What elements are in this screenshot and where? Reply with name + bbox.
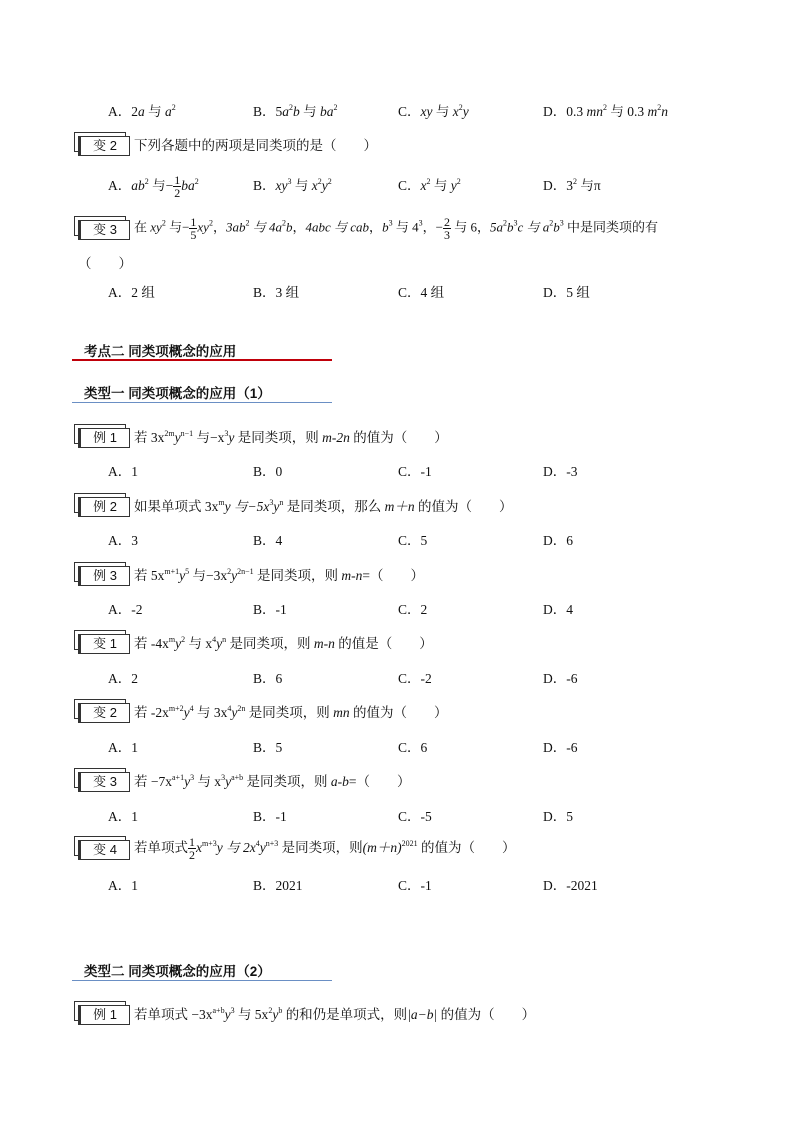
question-stem-continued: （ ） <box>78 256 132 271</box>
option-d: D．-2021 <box>543 878 598 893</box>
q0-option-d: D．0.3 $mn^2$ 与 0.3 $m^2n$ <box>543 103 668 119</box>
question-stem: 若 $5x^{m+1}y^5$ 与$-3x^2y^{2n-1}$ 是同类项，则 m-n=（ ） <box>134 567 424 583</box>
option-a: A．1 <box>108 740 138 755</box>
bian3-question-cont <box>0 250 793 272</box>
question-tag: 变 3 <box>74 216 128 240</box>
question-stem: 若 $-7x^{a+1}y^3$ 与 $x^3y^{a+b}$ 是同类项，则 a-b=（ ） <box>134 773 411 789</box>
option-d: D．4 <box>543 602 573 617</box>
q0-options <box>0 98 793 120</box>
option-c: C．-5 <box>398 809 432 824</box>
section-heading: 考点二 同类项概念的应用 <box>84 344 237 359</box>
li1-question <box>0 424 793 446</box>
option-b: B．6 <box>253 671 283 686</box>
li1-options <box>0 458 793 480</box>
option-b: B．4 <box>253 533 283 548</box>
option-c: C．6 <box>398 740 428 755</box>
question-stem: 若单项式 $-3x^{a+b}y^3$ 与 $5x^2y^b$ 的和仍是单项式，则|a−b| 的值为（ ） <box>134 1006 536 1022</box>
bian1b-question <box>0 630 793 652</box>
question-tag: 例 3 <box>74 562 128 586</box>
option-c: C．-1 <box>398 878 432 893</box>
option-c: C．4 组 <box>398 285 445 300</box>
subsection-rule <box>72 980 332 981</box>
question-tag: 变 2 <box>74 132 128 156</box>
option-d: D．5 <box>543 809 573 824</box>
option-d: D．-6 <box>543 671 578 686</box>
option-b: B．5 <box>253 740 283 755</box>
option-b: B．2021 <box>253 878 303 893</box>
question-stem: 若 $-2x^{m+2}y^4$ 与 $3x^4y^{2n}$ 是同类项，则 mn 的值为（ ） <box>134 704 448 720</box>
question-tag: 变 1 <box>74 630 128 654</box>
option-b: B．3 组 <box>253 285 300 300</box>
li3-question <box>0 562 793 584</box>
question-tag: 例 2 <box>74 493 128 517</box>
li1c-question <box>0 1001 793 1023</box>
option-a: A．1 <box>108 878 138 893</box>
question-stem: 若 $3x^{2m}y^{n-1}$ 与$-x^3y$ 是同类项，则 m-2n 的值为（ ） <box>134 429 448 445</box>
bian2-option-b: B．$xy^3$ 与 $x^2y^2$ <box>253 177 332 193</box>
option-d: D．6 <box>543 533 573 548</box>
bian3-question <box>0 215 793 242</box>
q0-option-c: C．xy 与 $x^2y$ <box>398 103 469 119</box>
question-stem: 若单项式 $\frac{1}{2}$ $x^{m+3}y$ 与 $2x^4y^{n+3}$ 是同类项，则$(m+n)^{2021}$ 的值为（ ） <box>134 835 516 863</box>
question-stem: 在 $xy^2$ 与− $\frac{1}{5}$ $xy^2$，$3ab^2$ 与 $4a^2b$，4abc 与 cab，$b^3$ 与 $4^3$，− $\frac{2}{3}$ 与 6，$5a^2b^3c$ 与 $a^2b^3$ 中是同类项的有 <box>134 215 659 242</box>
option-d: D．-6 <box>543 740 578 755</box>
q0-option-a: A．2a 与 $a^2$ <box>108 103 176 119</box>
bian2b-options <box>0 734 793 756</box>
li2-options <box>0 527 793 549</box>
bian3b-question <box>0 768 793 790</box>
option-c: C．2 <box>398 602 428 617</box>
li2-question <box>0 493 793 515</box>
question-tag: 变 2 <box>74 699 128 723</box>
bian1b-options <box>0 665 793 687</box>
option-c: C．5 <box>398 533 428 548</box>
option-b: B．-1 <box>253 809 287 824</box>
question-stem: 若 $-4x^my^2$ 与 $x^4y^n$ 是同类项，则 m-n 的值是（ ） <box>134 635 433 651</box>
option-a: A．1 <box>108 464 138 479</box>
subsection-heading: 类型一 同类项概念的应用（1） <box>84 386 271 401</box>
bian4b-options <box>0 872 793 894</box>
option-a: A．2 <box>108 671 138 686</box>
bian2-option-d: D．$3^2$ 与π <box>543 177 601 193</box>
question-tag: 例 1 <box>74 424 128 448</box>
bian3-options <box>0 279 793 301</box>
bian4b-question <box>0 835 793 863</box>
bian2-question <box>0 132 793 154</box>
option-c: C．-1 <box>398 464 432 479</box>
option-b: B．0 <box>253 464 283 479</box>
option-c: C．-2 <box>398 671 432 686</box>
option-d: D．-3 <box>543 464 578 479</box>
bian2b-question <box>0 699 793 721</box>
option-a: A．3 <box>108 533 138 548</box>
bian2-option-a: A．$ab^2$ 与− $\frac{1}{2}$ $ba^2$ <box>108 173 199 201</box>
option-b: B．-1 <box>253 602 287 617</box>
q0-option-b: B．$5a^2b$ 与 $ba^2$ <box>253 103 338 119</box>
subsection-rule <box>72 402 332 403</box>
option-a: A．-2 <box>108 602 143 617</box>
bian3b-options <box>0 803 793 825</box>
option-a: A．2 组 <box>108 285 155 300</box>
section-rule <box>72 359 332 361</box>
question-stem: 如果单项式 $3x^my$ 与$-5x^3y^n$ 是同类项，那么 m＋n 的值为（ ） <box>134 498 513 514</box>
bian2-options <box>0 172 793 201</box>
question-tag: 变 3 <box>74 768 128 792</box>
bian2-option-c: C．$x^2$ 与 $y^2$ <box>398 177 461 193</box>
li3-options <box>0 596 793 618</box>
question-tag: 例 1 <box>74 1001 128 1025</box>
question-tag: 变 4 <box>74 836 128 860</box>
subsection-heading: 类型二 同类项概念的应用（2） <box>84 964 271 979</box>
option-a: A．1 <box>108 809 138 824</box>
question-stem: 下列各题中的两项是同类项的是（ ） <box>134 138 377 153</box>
option-d: D．5 组 <box>543 285 590 300</box>
